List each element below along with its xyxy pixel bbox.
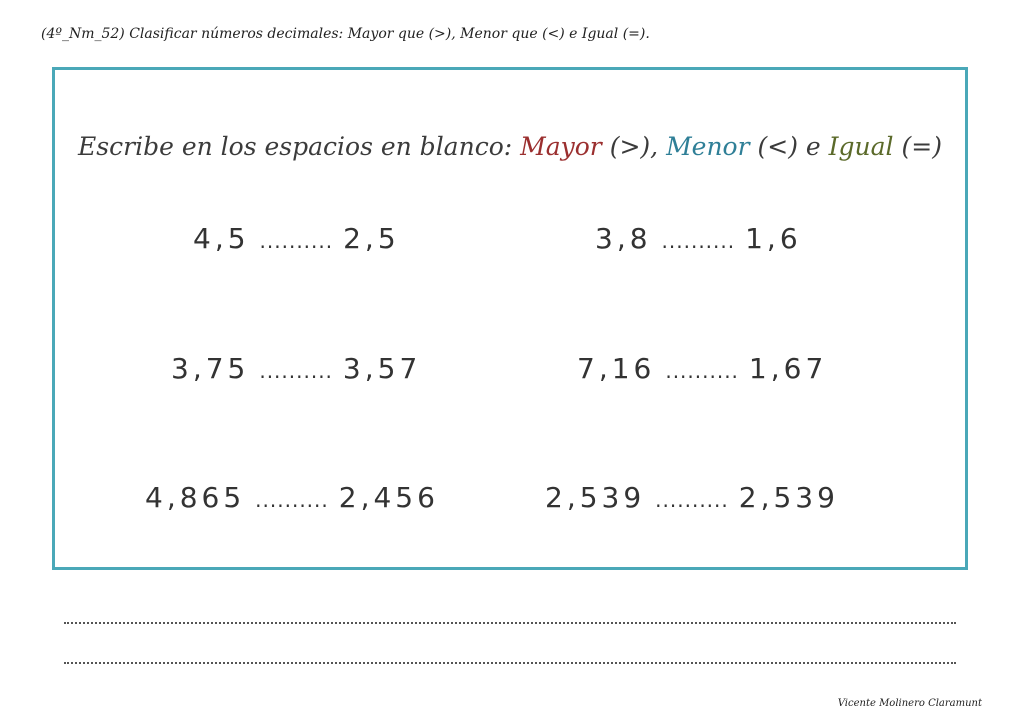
igual-label: Igual <box>828 132 894 161</box>
answer-blank[interactable]: .......... <box>255 488 329 512</box>
right-number: 1,67 <box>748 352 828 385</box>
exercise-4 <box>577 352 827 385</box>
left-number: 3,8 <box>595 222 652 255</box>
mayor-symbol: (>), <box>601 132 667 161</box>
right-number: 2,539 <box>738 481 839 514</box>
instruction-text <box>55 132 965 161</box>
menor-label: Menor <box>666 132 750 161</box>
right-number: 2,456 <box>338 481 439 514</box>
answer-blank[interactable]: .......... <box>661 229 736 253</box>
instruction-prefix: Escribe en los espacios en blanco: <box>78 132 521 161</box>
exercise-3 <box>171 352 421 385</box>
answer-blank[interactable]: .......... <box>259 359 333 383</box>
right-number: 1,6 <box>745 222 802 255</box>
exercise-2 <box>595 222 802 255</box>
exercise-6 <box>545 481 839 514</box>
page-title: (4º_Nm_52) Clasificar números decimales: Mayor que (>), Menor que (<) e Igual (=). <box>41 26 650 42</box>
left-number: 4,5 <box>193 222 250 255</box>
left-number: 3,75 <box>171 352 250 385</box>
exercise-1 <box>193 222 400 255</box>
answer-blank[interactable]: .......... <box>655 488 729 512</box>
worksheet-box <box>52 67 968 570</box>
right-number: 2,5 <box>343 222 400 255</box>
answer-blank[interactable]: .......... <box>665 359 739 383</box>
mayor-label: Mayor <box>520 132 602 161</box>
answer-line-2[interactable] <box>64 662 956 664</box>
author-credit: Vicente Molinero Claramunt <box>837 698 982 709</box>
exercise-5 <box>145 481 439 514</box>
answer-blank[interactable]: .......... <box>259 229 334 253</box>
menor-symbol: (<) e <box>749 132 829 161</box>
right-number: 3,57 <box>342 352 422 385</box>
left-number: 7,16 <box>577 352 656 385</box>
left-number: 2,539 <box>545 481 646 514</box>
igual-symbol: (=) <box>893 132 942 161</box>
left-number: 4,865 <box>145 481 246 514</box>
answer-line-1[interactable] <box>64 622 956 624</box>
